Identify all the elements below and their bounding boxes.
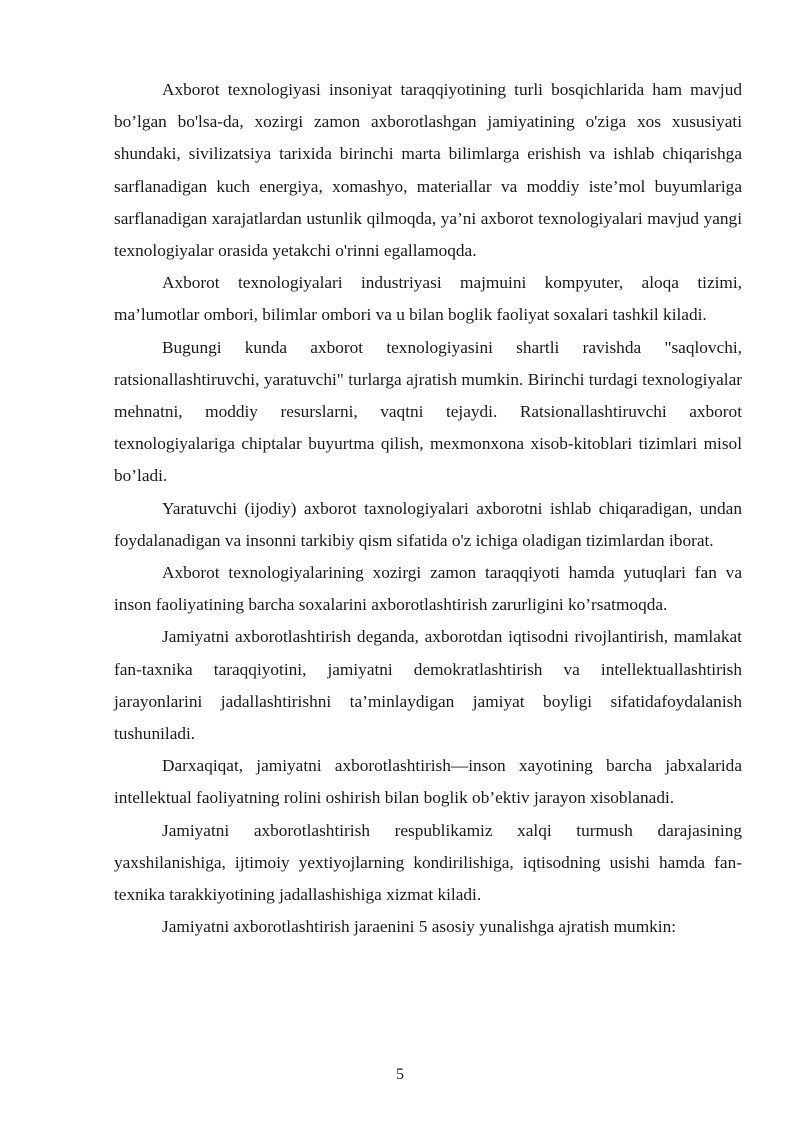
paragraph: Yaratuvchi (ijodiy) axborot taxnologiyalari axborotni ishlab chiqaradigan, undan foydalanadigan va insonni tarkibiy qism sifatida o'z ichiga oladigan tizimlardan iborat.	[114, 498, 742, 550]
paragraph: Bugungi kunda axborot texnologiyasini shartli ravishda "saqlovchi, ratsionallashtiruvchi, yaratuvchi" turlarga ajratish mumkin. Birinchi turdagi texnologiyalar mehnatni, moddiy resurslarni, vaqtni tejaydi. Ratsionallashtiruvchi axborot texnologiyalariga chiptalar buyurtma qilish, mexmonxona xisob-kitoblari tizimlari misol bo’ladi.	[114, 337, 742, 486]
body-text	[114, 74, 742, 943]
paragraph: Axborot texnologiyalari industriyasi majmuini kompyuter, aloqa tizimi, ma’lumotlar ombori, bilimlar ombori va u bilan boglik faoliyat soxalari tashkil kiladi.	[114, 273, 742, 325]
paragraph: Darxaqiqat, jamiyatni axborotlashtirish—inson xayotining barcha jabxalarida intellektual faoliyatning rolini oshirish bilan boglik ob’ektiv jarayon xisoblanadi.	[114, 756, 742, 808]
paragraph: Jamiyatni axborotlashtirish jaraenini 5 asosiy yunalishga ajratish mumkin:	[162, 917, 677, 937]
paragraph: Axborot texnologiyasi insoniyat taraqqiyotining turli bosqichlarida ham mavjud bo’lgan bo'lsa-da, xozirgi zamon axborotlashgan jamiyatining o'ziga xos xususiyati shundaki, sivilizatsiya tarixida birinchi marta bilimlarga erishish va ishlab chiqarishga sarflanadigan kuch energiya, xomashyo, materiallar va moddiy iste’mol buyumlariga sarflanadigan xarajatlardan ustunlik qilmoqda, ya’ni axborot texnologiyalari mavjud yangi texnologiyalar orasida yetakchi o'rinni egallamoqda.	[114, 80, 742, 261]
paragraph: Axborot texnologiyalarining xozirgi zamon taraqqiyoti hamda yutuqlari fan va inson faoliyatining barcha soxalarini axborotlashtirish zarurligini ko’rsatmoqda.	[114, 563, 742, 615]
paragraph: Jamiyatni axborotlashtirish respublikamiz xalqi turmush darajasining yaxshilanishiga, ijtimoiy yextiyojlarning kondirilishiga, iqtisodning usishi hamda fan-texnika tarakkiyotining jadallashishiga xizmat kiladi.	[114, 820, 742, 905]
page-number: 5	[396, 1066, 404, 1083]
paragraph: Jamiyatni axborotlashtirish deganda, axborotdan iqtisodni rivojlantirish, mamlakat fan-taxnika taraqqiyotini, jamiyatni demokratlashtirish va intellektuallashtirish jarayonlarini jadallashtirishni ta’minlaydigan jamiyat boyligi sifatidafoydalanish tushuniladi.	[114, 627, 742, 744]
